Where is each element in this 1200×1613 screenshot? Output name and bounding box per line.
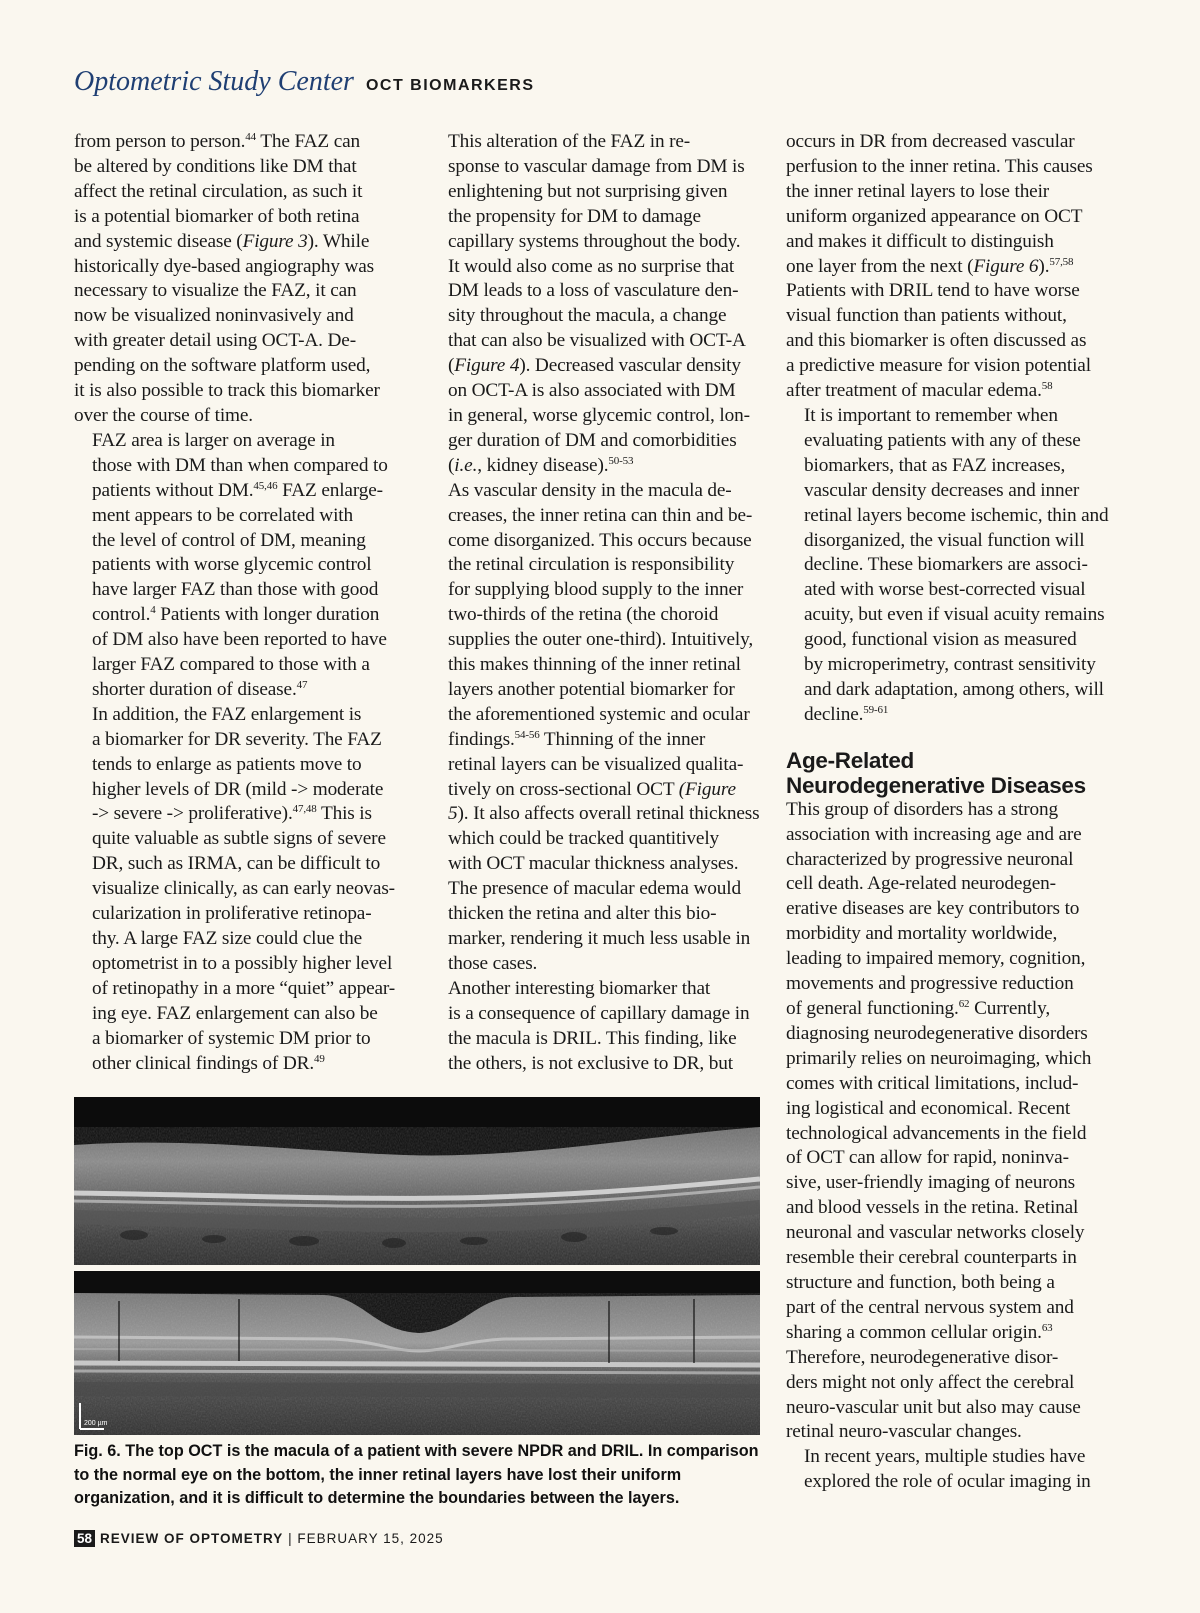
text-column-1 <box>74 130 402 1076</box>
text-line: shorter duration of disease.$^{47}$ <box>92 678 308 700</box>
text-line: Patients with DRIL tend to have worse <box>786 280 1080 302</box>
text-line: retinal neuro-vascular changes. <box>786 1421 1022 1443</box>
text-line: ing eye. FAZ enlargement can also be <box>92 1002 378 1024</box>
text-line: and blood vessels in the retina. Retinal <box>786 1197 1079 1219</box>
text-line: the others, is not exclusive to DR, but <box>448 1052 733 1074</box>
text-line: This group of disorders has a strong <box>786 798 1058 820</box>
text-line: In addition, the FAZ enlargement is <box>92 703 362 725</box>
text-line: It would also come as no surprise that <box>448 255 735 277</box>
text-line: supplies the outer one-third). Intuitively, <box>448 629 754 651</box>
text-line: thy. A large FAZ size could clue the <box>92 928 363 949</box>
page-header <box>74 66 535 98</box>
paragraph <box>430 479 760 977</box>
figure-caption: Fig. 6. The top OCT is the macula of a patient with severe NPDR and DRIL. In comparison to the normal eye on the bottom, the inner retinal layers have lost their uniform organization, and it is difficult to determine the boundaries between the layers. <box>74 1442 759 1507</box>
text-line: of retinopathy in a more “quiet” appear- <box>92 977 396 999</box>
text-line: enlightening but not surprising given <box>448 180 728 202</box>
text-line: in general, worse glycemic control, lon- <box>448 404 750 426</box>
text-line: uniform organized appearance on OCT <box>786 205 1083 227</box>
text-line: the macula is DRIL. This finding, like <box>448 1027 737 1049</box>
column-3-part-a <box>786 130 1116 728</box>
text-line: visualize clinically, as can early neovas- <box>92 878 395 900</box>
text-line: The presence of macular edema would <box>448 878 741 900</box>
text-line: diagnosing neurodegenerative disorders <box>786 1022 1088 1044</box>
scale-label: 200 µm <box>84 1420 108 1427</box>
text-line: decline.$^{59-61}$ <box>804 703 889 725</box>
text-line: and dark adaptation, among others, will <box>804 678 1104 700</box>
text-line: over the course of time. <box>74 404 253 426</box>
text-line: on OCT-A is also associated with DM <box>448 380 736 402</box>
paragraph <box>74 429 402 703</box>
text-line: sponse to vascular damage from DM is <box>448 155 745 177</box>
text-line: the level of control of DM, meaning <box>92 529 366 551</box>
text-line: control.$^4$ Patients with longer duration <box>92 604 380 626</box>
text-line: those cases. <box>448 952 538 974</box>
text-line: cell death. Age-related neurodegen- <box>786 873 1056 895</box>
text-line: patients without DM.$^{45,46}$ FAZ enlarge- <box>92 479 383 501</box>
text-line: capillary systems throughout the body. <box>448 230 741 252</box>
text-line: and this biomarker is often discussed as <box>786 330 1087 352</box>
text-line: a predictive measure for vision potential <box>786 355 1091 377</box>
text-line: retinal layers can be visualized qualita- <box>448 753 744 775</box>
text-line: -> severe -> proliferative).$^{47,48}$ This is <box>92 803 372 825</box>
text-line: ated with worse best-corrected visual <box>804 579 1086 601</box>
text-line: sive, user-friendly imaging of neurons <box>786 1172 1075 1194</box>
text-line: now be visualized noninvasively and <box>74 305 354 327</box>
publication-name: REVIEW OF OPTOMETRY <box>100 1531 284 1546</box>
text-line: after treatment of macular edema.$^{58}$ <box>786 380 1053 402</box>
text-line: sity throughout the macula, a change <box>448 305 727 327</box>
text-line: movements and progressive reduction <box>786 973 1074 995</box>
text-line: that can also be visualized with OCT-A <box>448 330 746 352</box>
text-line: of general functioning.$^{62}$ Currently, <box>786 998 1051 1019</box>
text-line: structure and function, both being a <box>786 1271 1055 1293</box>
text-line: patients with worse glycemic control <box>92 554 372 576</box>
text-line: DM leads to a loss of vasculature den- <box>448 280 739 302</box>
text-line: the retinal circulation is responsibility <box>448 554 735 576</box>
text-line: layers another potential biomarker for <box>448 678 735 700</box>
text-line: the propensity for DM to damage <box>448 205 701 227</box>
paragraph <box>786 1445 1116 1495</box>
section-heading <box>786 748 1116 798</box>
text-line: affect the retinal circulation, as such it <box>74 180 363 202</box>
text-line: erative diseases are key contributors to <box>786 898 1080 920</box>
text-line: other clinical findings of DR.$^{49}$ <box>92 1052 325 1074</box>
paragraph <box>786 404 1116 728</box>
text-line: characterized by progressive neuronal <box>786 848 1074 870</box>
text-line: tively on cross-sectional OCT (Figure <box>448 778 736 800</box>
text-line: vascular density decreases and inner <box>804 479 1080 501</box>
text-line: cularization in proliferative retinopa- <box>92 903 372 925</box>
header-brand: Optometric Study Center <box>74 66 354 97</box>
text-line: of OCT can allow for rapid, noninva- <box>786 1147 1069 1169</box>
text-line: this makes thinning of the inner retinal <box>448 654 741 676</box>
text-line: ment appears to be correlated with <box>92 504 353 526</box>
text-line: (i.e., kidney disease).$^{50-53}$ <box>448 454 634 476</box>
text-line: neuronal and vascular networks closely <box>786 1222 1085 1244</box>
text-line: larger FAZ compared to those with a <box>92 654 370 676</box>
text-line: which could be tracked quantitively <box>448 828 720 850</box>
text-line: the inner retinal layers to lose their <box>786 180 1050 202</box>
text-line: sharing a common cellular origin.$^{63}$ <box>786 1321 1053 1343</box>
text-line: historically dye-based angiography was <box>74 255 375 277</box>
text-line: resemble their cerebral counterparts in <box>786 1247 1077 1269</box>
text-line: decline. These biomarkers are associ- <box>804 554 1088 576</box>
text-line: thicken the retina and alter this bio- <box>448 903 717 925</box>
text-line: As vascular density in the macula de- <box>448 479 732 501</box>
text-line: explored the role of ocular imaging in <box>804 1471 1091 1493</box>
text-line: the aforementioned systemic and ocular <box>448 703 750 725</box>
paragraph <box>74 130 402 429</box>
paragraph <box>786 130 1116 404</box>
text-line: quite valuable as subtle signs of severe <box>92 828 386 850</box>
page-number: 58 <box>74 1530 95 1547</box>
text-line: with OCT macular thickness analyses. <box>448 853 739 875</box>
text-line: Another interesting biomarker that <box>448 977 711 999</box>
column-3-part-b <box>786 798 1116 1495</box>
text-column-2 <box>430 130 760 1076</box>
text-line: In recent years, multiple studies have <box>804 1446 1086 1468</box>
text-line: with greater detail using OCT-A. De- <box>74 330 356 352</box>
text-column-3 <box>786 130 1116 1495</box>
text-line: comes with critical limitations, includ- <box>786 1072 1079 1094</box>
text-line: ger duration of DM and comorbidities <box>448 429 737 451</box>
text-line: tends to enlarge as patients move to <box>92 753 362 775</box>
text-line: leading to impaired memory, cognition, <box>786 948 1086 970</box>
text-line: and makes it difficult to distinguish <box>786 230 1054 252</box>
text-line: optometrist in to a possibly higher level <box>92 952 393 974</box>
paragraph <box>430 977 760 1077</box>
text-line: necessary to visualize the FAZ, it can <box>74 280 357 302</box>
text-line: perfusion to the inner retina. This causes <box>786 155 1093 177</box>
text-line: pending on the software platform used, <box>74 355 371 377</box>
text-line: retinal layers become ischemic, thin and <box>804 504 1109 526</box>
text-line: morbidity and mortality worldwide, <box>786 923 1058 945</box>
text-line: from person to person.$^{44}$ The FAZ can <box>74 131 361 152</box>
text-line: creases, the inner retina can thin and be- <box>448 504 753 526</box>
section-heading-line-1: Age-Related <box>786 747 914 773</box>
text-line: visual function than patients without, <box>786 305 1067 327</box>
text-line: technological advancements in the field <box>786 1122 1087 1144</box>
text-line: is a consequence of capillary damage in <box>448 1002 750 1024</box>
text-line: it is also possible to track this biomarker <box>74 380 380 402</box>
text-line: a biomarker of systemic DM prior to <box>92 1027 371 1049</box>
text-line: acuity, but even if visual acuity remains <box>804 604 1105 626</box>
text-line: ders might not only affect the cerebral <box>786 1371 1075 1393</box>
oct-scan-bottom <box>74 1271 760 1435</box>
text-line: primarily relies on neuroimaging, which <box>786 1047 1092 1069</box>
issue-date: FEBRUARY 15, 2025 <box>297 1531 444 1546</box>
text-line: findings.$^{54-56}$ Thinning of the inner <box>448 728 706 750</box>
text-line: FAZ area is larger on average in <box>92 429 335 451</box>
text-line: and systemic disease (Figure 3). While <box>74 230 370 252</box>
text-line: of DM also have been reported to have <box>92 629 387 651</box>
text-line: those with DM than when compared to <box>92 454 388 476</box>
text-line: ing logistical and economical. Recent <box>786 1097 1071 1119</box>
text-line: (Figure 4). Decreased vascular density <box>448 355 741 377</box>
text-line: Therefore, neurodegenerative disor- <box>786 1346 1059 1368</box>
header-section: OCT BIOMARKERS <box>365 77 535 94</box>
text-line: two-thirds of the retina (the choroid <box>448 604 719 626</box>
text-line: It is important to remember when <box>804 404 1058 426</box>
text-line: association with increasing age and are <box>786 823 1082 845</box>
text-line: marker, rendering it much less usable in <box>448 928 751 949</box>
text-line: disorganized, the visual function will <box>804 529 1085 551</box>
text-line: be altered by conditions like DM that <box>74 155 357 177</box>
footer-separator: | <box>288 1531 293 1546</box>
figure-6 <box>74 1097 760 1435</box>
text-line: a biomarker for DR severity. The FAZ <box>92 728 382 750</box>
text-line: by microperimetry, contrast sensitivity <box>804 654 1096 676</box>
text-line: 5). It also affects overall retinal thickness <box>448 803 760 825</box>
text-line: neuro-vascular unit but also may cause <box>786 1396 1081 1418</box>
section-heading-line-2: Neurodegenerative Diseases <box>786 772 1086 798</box>
text-line: is a potential biomarker of both retina <box>74 205 360 227</box>
text-line: biomarkers, that as FAZ increases, <box>804 454 1066 476</box>
text-line: evaluating patients with any of these <box>804 429 1081 451</box>
text-line: good, functional vision as measured <box>804 629 1077 651</box>
paragraph <box>786 798 1116 1446</box>
text-line: higher levels of DR (mild -> moderate <box>92 778 384 800</box>
page-footer <box>74 1530 444 1547</box>
text-line: occurs in DR from decreased vascular <box>786 131 1075 152</box>
paragraph <box>74 703 402 1077</box>
oct-scan-top <box>74 1097 760 1265</box>
text-line: part of the central nervous system and <box>786 1296 1074 1318</box>
text-line: for supplying blood supply to the inner <box>448 579 744 601</box>
text-line: have larger FAZ than those with good <box>92 579 379 601</box>
text-line: DR, such as IRMA, can be difficult to <box>92 853 381 875</box>
text-line: This alteration of the FAZ in re- <box>448 131 691 152</box>
text-line: one layer from the next (Figure 6).$^{57,58}$ <box>786 255 1074 277</box>
paragraph <box>430 130 760 479</box>
text-line: come disorganized. This occurs because <box>448 529 752 551</box>
